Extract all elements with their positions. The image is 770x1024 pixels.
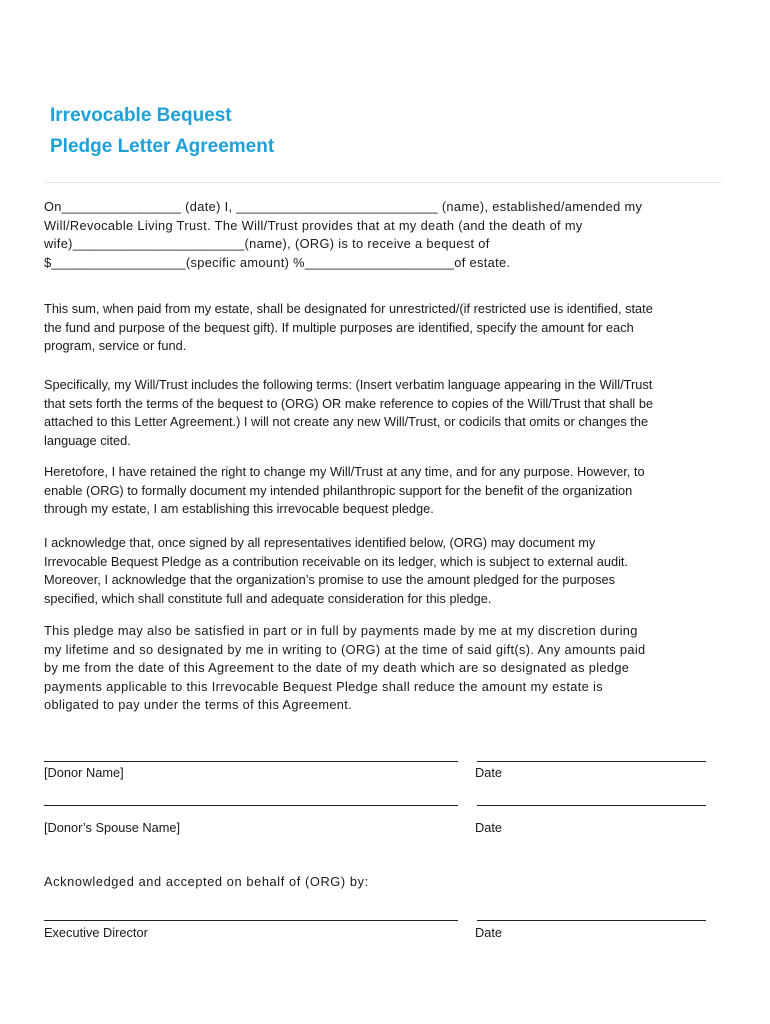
- document-title-line-1: Irrevocable Bequest: [50, 105, 232, 126]
- donor-name-label: [Donor Name]: [44, 765, 124, 780]
- spouse-date-line[interactable]: [477, 805, 706, 806]
- paragraph-terms: Specifically, my Will/Trust includes the following terms: (Insert verbatim language appearing in the Will/Trust that sets forth the terms of the bequest to (ORG) OR make reference to copies of the Will/Trust that shall be attached to this Letter Agreement.) I will not create any new Will/Trust, or codicils that omits or changes the language cited.: [44, 377, 654, 448]
- director-date-label: Date: [475, 925, 503, 940]
- donor-date-label: Date: [475, 765, 503, 780]
- executive-director-label: Executive Director: [44, 925, 148, 940]
- paragraph-payments: This pledge may also be satisfied in part or in full by payments made by me at my discretion during my lifetime and so designated by me in writing to (ORG) at the time of said gift(s). Any amounts paid by me from the date of this Agreement to the date of my death which are so designated as pledge payments applicable to this Irrevocable Bequest Pledge shall reduce the amount my estate is obligated to pay under the terms of this Agreement.: [44, 623, 646, 713]
- document-title-line-2: Pledge Letter Agreement: [50, 136, 275, 157]
- paragraph-pledge-details: On________________ (date) I, ___________________________ (name), established/amended my Will/Revocable Living Trust. The Will/Trust provides that at my death (and the death of my wife)_______________________(name), (ORG) is to receive a bequest of $__________________(specific amount) %____________________of estate.: [44, 199, 643, 270]
- director-date-line[interactable]: [477, 920, 706, 921]
- paragraph-designation: This sum, when paid from my estate, shall be designated for unrestricted/(if restricted use is identified, state the fund and purpose of the bequest gift). If multiple purposes are identified, specify the amount for each program, service or fund.: [44, 301, 653, 354]
- donor-date-line[interactable]: [477, 761, 706, 762]
- spouse-name-label: [Donor’s Spouse Name]: [44, 820, 181, 835]
- paragraph-heretofore: Heretofore, I have retained the right to change my Will/Trust at any time, and for any purpose. However, to enable (ORG) to formally document my intended philanthropic support for the benefit of the organization through my estate, I am establishing this irrevocable bequest pledge.: [44, 464, 645, 517]
- paragraph-acknowledgement: I acknowledge that, once signed by all representatives identified below, (ORG) may document my Irrevocable Bequest Pledge as a contribution receivable on its ledger, which is subject to external audit. Moreover, I acknowledge that the organization’s promise to use the amount pledged for the purposes specified, which shall constitute full and adequate consideration for this pledge.: [44, 535, 629, 606]
- title-divider: [44, 182, 722, 183]
- spouse-date-label: Date: [475, 820, 503, 835]
- spouse-signature-line[interactable]: [44, 805, 458, 806]
- director-signature-line[interactable]: [44, 920, 458, 921]
- acknowledged-statement: Acknowledged and accepted on behalf of (ORG) by:: [44, 874, 369, 889]
- donor-signature-line[interactable]: [44, 761, 458, 762]
